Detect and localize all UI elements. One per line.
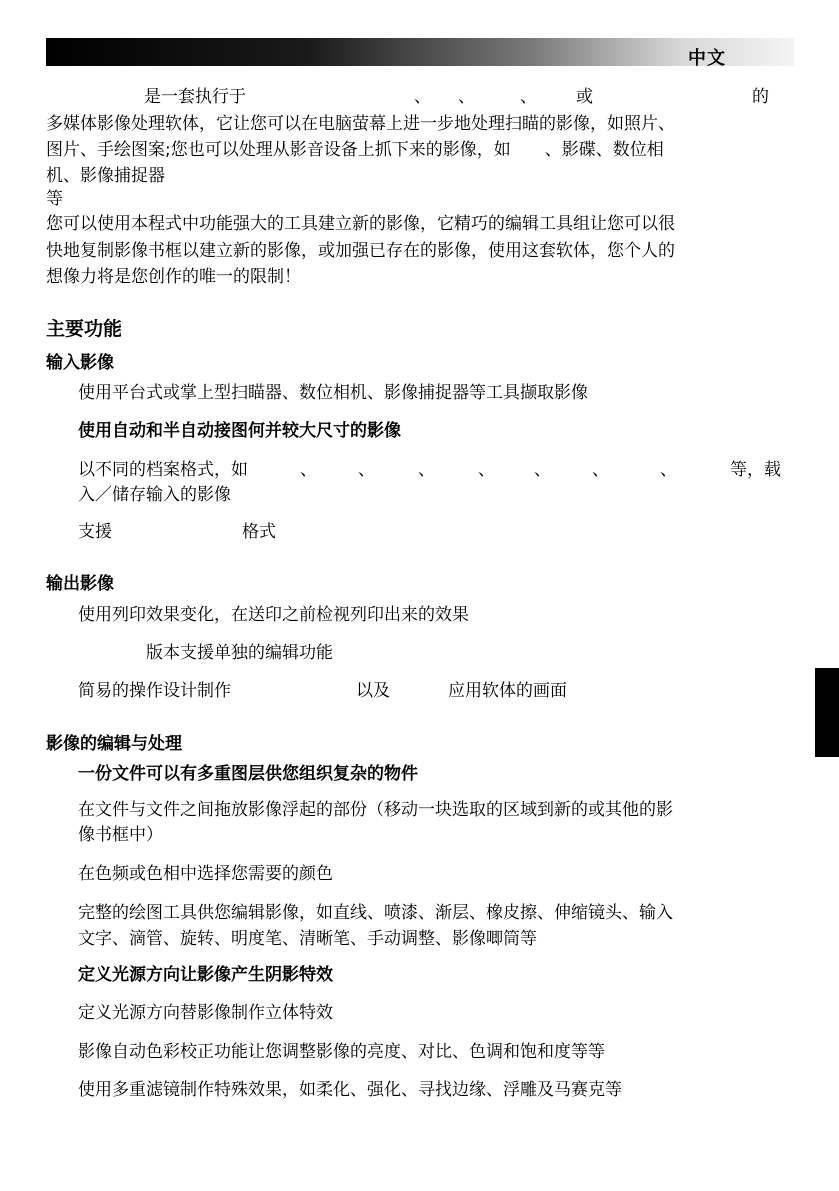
feature-item: 在文件与文件之间拖放影像浮起的部份（移动一块选取的区域到新的或其他的影 xyxy=(78,800,673,820)
feature-item: 使用列印效果变化，在送印之前检视列印出来的效果 xyxy=(78,605,469,625)
feature-item: 影像自动色彩校正功能让您调整影像的亮度、对比、色调和饱和度等等 xyxy=(78,1042,605,1062)
feature-item: 版本支援单独的编辑功能 xyxy=(146,643,333,663)
feature-fragment: 、 xyxy=(300,460,317,480)
feature-fragment: 格式 xyxy=(242,522,276,542)
feature-item-bold: 定义光源方向让影像产生阴影特效 xyxy=(78,965,333,985)
feature-fragment: 、 xyxy=(592,460,609,480)
feature-fragment: 以不同的档案格式，如 xyxy=(78,460,248,480)
feature-fragment: 、 xyxy=(418,460,435,480)
intro-line: 您可以使用本程式中功能强大的工具建立新的影像，它精巧的编辑工具组让您可以很 xyxy=(46,214,675,234)
intro-line: 快地复制影像书框以建立新的影像，或加强已存在的影像，使用这套软体，您个人的 xyxy=(46,241,675,261)
feature-item: 入／储存输入的影像 xyxy=(78,485,231,505)
feature-fragment: 、 xyxy=(478,460,495,480)
feature-fragment: 支援 xyxy=(78,522,112,542)
feature-item: 在色频或色相中选择您需要的颜色 xyxy=(78,864,333,884)
intro-line: 图片、手绘图案;您也可以处理从影音设备上抓下来的影像，如 、影碟、数位相 xyxy=(46,140,664,160)
intro-line: 想像力将是您创作的唯一的限制！ xyxy=(46,267,301,287)
side-thumb-tab xyxy=(815,668,839,757)
intro-line: 多媒体影像处理软体，它让您可以在电脑萤幕上进一步地处理扫瞄的影像，如照片、 xyxy=(46,114,675,134)
intro-fragment: 、 xyxy=(458,87,475,107)
feature-item-bold: 使用自动和半自动接图何并较大尺寸的影像 xyxy=(78,421,401,441)
feature-fragment: 以及 xyxy=(356,681,390,701)
intro-line: 等 xyxy=(46,189,63,209)
feature-fragment: 简易的操作设计制作 xyxy=(78,681,231,701)
feature-fragment: 等，载 xyxy=(730,460,781,480)
feature-item: 使用平台式或掌上型扫瞄器、数位相机、影像捕捉器等工具撷取影像 xyxy=(78,383,588,403)
feature-item: 文字、滴管、旋转、明度笔、清晰笔、手动调整、影像唧筒等 xyxy=(78,929,537,949)
intro-fragment: 或 xyxy=(576,87,593,107)
subheading-editing: 影像的编辑与处理 xyxy=(46,734,182,754)
feature-fragment: 、 xyxy=(534,460,551,480)
section-heading-main-features: 主要功能 xyxy=(46,318,123,340)
intro-fragment: 、 xyxy=(520,87,537,107)
language-label: 中文 xyxy=(688,48,726,69)
header-gradient-bar xyxy=(46,38,794,66)
subheading-input: 输入影像 xyxy=(46,353,114,373)
intro-line: 机、影像捕捉器 xyxy=(46,166,165,186)
subheading-output: 输出影像 xyxy=(46,574,114,594)
feature-item-bold: 一份文件可以有多重图层供您组织复杂的物件 xyxy=(78,764,418,784)
feature-item: 定义光源方向替影像制作立体特效 xyxy=(78,1003,333,1023)
intro-fragment: 的 xyxy=(752,87,769,107)
feature-fragment: 、 xyxy=(660,460,677,480)
intro-fragment: 是一套执行于 xyxy=(144,87,246,107)
intro-fragment: 、 xyxy=(414,87,431,107)
feature-item: 完整的绘图工具供您编辑影像，如直线、喷漆、渐层、橡皮擦、伸缩镜头、输入 xyxy=(78,903,673,923)
feature-item: 像书框中） xyxy=(78,825,163,845)
feature-fragment: 应用软体的画面 xyxy=(448,681,567,701)
feature-fragment: 、 xyxy=(358,460,375,480)
feature-item: 使用多重滤镜制作特殊效果，如柔化、强化、寻找边缘、浮雕及马赛克等 xyxy=(78,1080,622,1100)
